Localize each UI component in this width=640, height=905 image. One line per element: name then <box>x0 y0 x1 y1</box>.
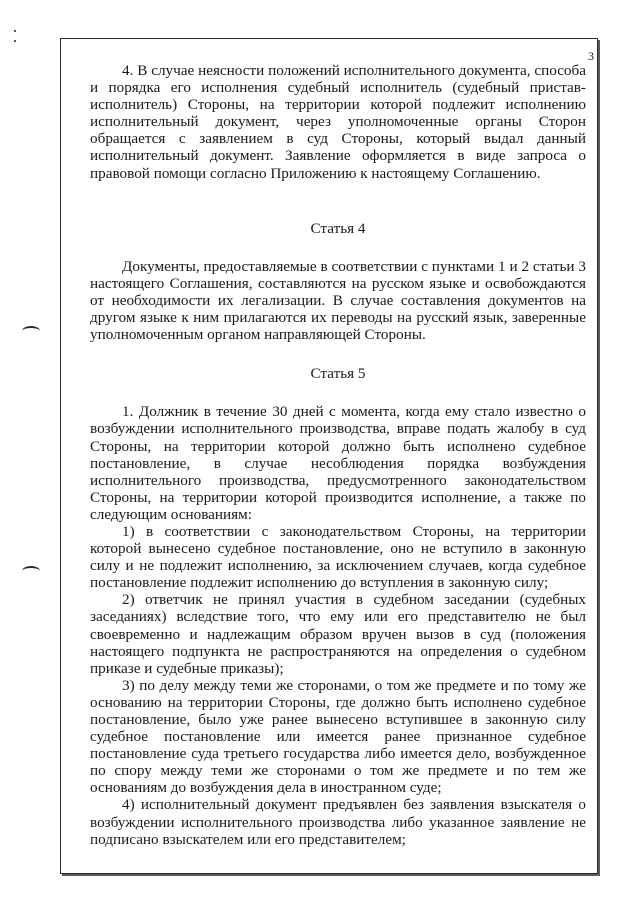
scan-speck <box>14 30 16 32</box>
article-5-paragraph: 1. Должник в течение 30 дней с момента, когда ему стало известно о возбуждении исполнительного производства, вправе подать жалобу в суд Стороны, на территории которой должно быть исполнено судебное постановление, в случае несоблюдения порядка возбуждения исполнительного производства, предусмотренного законодательством Стороны, на территории которой производится исполнение, а также по следующим основаниям: <box>90 403 586 523</box>
article-5-item-2: 2) ответчик не принял участия в судебном заседании (судебных заседаниях) вследствие того, что ему или его представителю не был своевременно и надлежащим образом вручен вызов в суд (положения настоящего подпункта не распространяются на определения о судебном приказе и судебные приказы); <box>90 591 586 677</box>
article-5-item-3: 3) по делу между теми же сторонами, о том же предмете и по тому же основанию на территории Стороны, где должно быть исполнено судебное постановление, было уже ранее вынесено вступившее в законную силу судебное постановление или имеется ранее признанное судебное постановление суда третьего государства либо имеется дело, возбужденное по спору между теми же сторонами о том же предмете и по тем же основаниям до возбуждения дела в иностранном суде; <box>90 676 586 797</box>
scan-speck <box>14 40 16 42</box>
margin-mark <box>22 566 40 576</box>
article-5-title: Статья 5 <box>310 365 366 383</box>
margin-mark <box>22 326 40 336</box>
document-body <box>90 62 586 848</box>
article-5-item-1: 1) в соответствии с законодательством Стороны, на территории которой вынесено судебное постановление, оно не вступило в законную силу и не подлежит исполнению, за исключением случаев, когда судебное постановление подлежит исполнению до вступления в законную силу; <box>90 522 586 592</box>
article-3-paragraph-4: 4. В случае неясности положений исполнительного документа, способа и порядка его исполнения судебный исполнитель (судебный пристав-исполнитель) Стороны, на территории которой подлежит исполнению исполнительный документ, через уполномоченные органы Сторон обращается с заявлением в суд Стороны, который выдал данный исполнительный документ. Заявление оформляется в виде запроса о правовой помощи согласно Приложению к настоящему Соглашению. <box>90 62 586 182</box>
article-5-item-4: 4) исполнительный документ предъявлен без заявления взыскателя о возбуждении исполнительного производства либо указанное заявление не подписано взыскателем или его представителем; <box>90 796 586 848</box>
article-4-title: Статья 4 <box>310 219 366 237</box>
article-4-text: Документы, предоставляемые в соответствии с пунктами 1 и 2 статьи 3 настоящего Соглашения, составляются на русском языке и освобождаются от необходимости их легализации. В случае составления документов на другом языке к ним прилагаются их переводы на русский язык, заверенные уполномоченным органом направляющей Стороны. <box>90 257 586 344</box>
page-number: 3 <box>588 49 594 63</box>
